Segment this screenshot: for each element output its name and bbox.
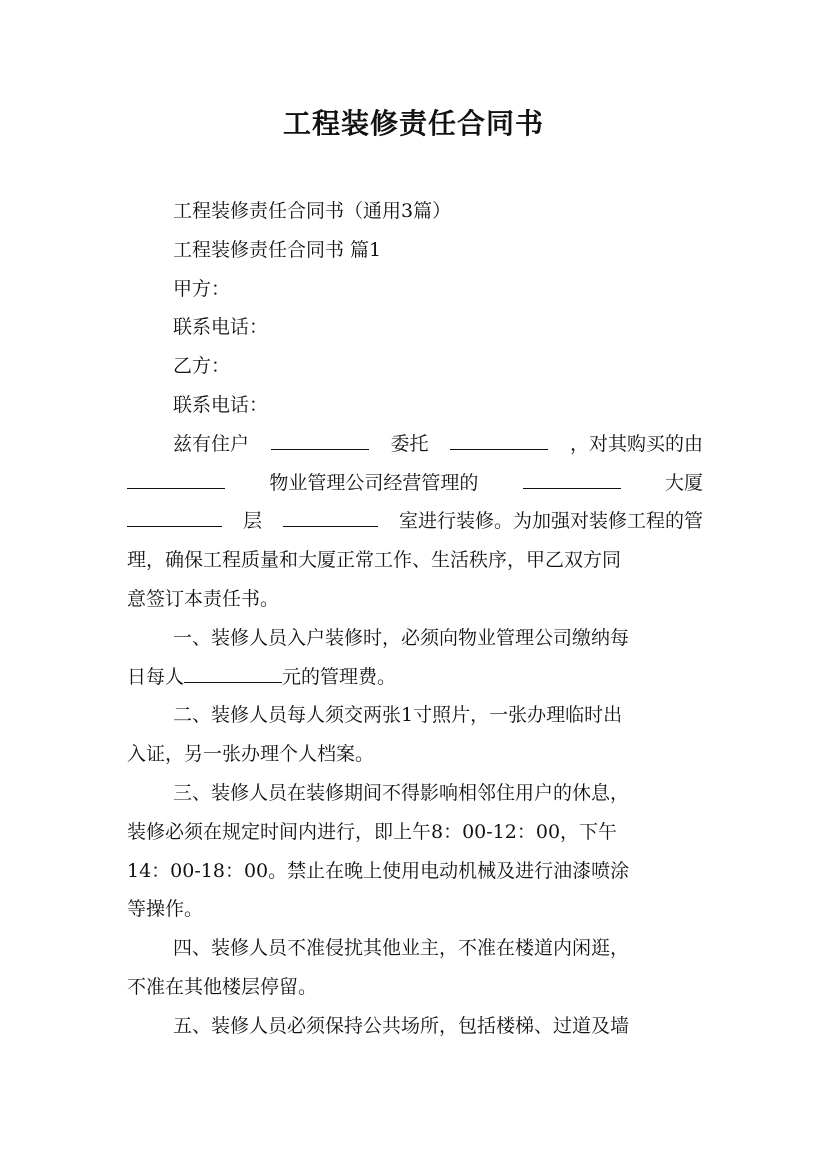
building-blank	[523, 464, 621, 489]
clause-4-line-2: 不准在其他楼层停留。	[127, 975, 318, 998]
intro-text: 室进行装修。为加强对装修工程的管	[398, 510, 703, 533]
room-blank	[283, 502, 378, 527]
intro-line-5: 意签订本责任书。	[127, 587, 280, 610]
clause-3-line-1: 三、装修人员在装修期间不得影响相邻住用户的休息，	[173, 781, 630, 804]
party-b-label: 乙方：	[173, 355, 231, 378]
intro-line-2	[127, 464, 703, 503]
intro-text: ，对其购买的由	[569, 432, 703, 455]
clause-4-line-1: 四、装修人员不准侵扰其他业主，不准在楼道内闲逛，	[173, 937, 630, 960]
clause-text: 日每人	[127, 665, 185, 688]
intro-text: 物业管理公司经营管理的	[269, 471, 479, 494]
clause-1-line-2	[127, 658, 703, 697]
party-a-label: 甲方：	[173, 277, 231, 300]
intro-text: 理，确保工程质量和大厦正常工作、生活秩序，甲乙双方同	[127, 549, 622, 572]
intro-line-1	[127, 425, 703, 464]
intro-text: 层	[242, 510, 262, 533]
clause-3-line-4: 等操作。	[127, 898, 204, 921]
document-title: 工程装修责任合同书	[282, 107, 544, 140]
subtitle-line: 工程装修责任合同书（通用3篇）	[173, 200, 452, 222]
document-body	[127, 192, 703, 1046]
section-heading: 工程装修责任合同书 篇1	[173, 238, 382, 261]
clause-text: 元的管理费。	[282, 665, 397, 688]
fee-blank	[184, 658, 282, 683]
intro-line-4	[127, 541, 703, 580]
clause-2-line-2: 入证，另一张办理个人档案。	[127, 743, 375, 766]
entrusted-blank	[450, 425, 548, 450]
clause-3-line-2: 装修必须在规定时间内进行，即上午8：00-12：00，下午	[127, 820, 618, 843]
company-blank	[127, 464, 225, 489]
intro-text: 大厦	[664, 471, 703, 494]
intro-text: 兹有住户	[173, 432, 250, 455]
floor-blank	[127, 502, 222, 527]
clause-5-line-1: 五、装修人员必须保持公共场所，包括楼梯、过道及墙	[173, 1014, 630, 1037]
clause-2-line-1: 二、装修人员每人须交两张1寸照片，一张办理临时出	[173, 704, 623, 727]
intro-line-3	[127, 502, 703, 541]
intro-text: 委托	[390, 432, 429, 455]
clause-3-line-3: 14：00-18：00。禁止在晚上使用电动机械及进行油漆喷涂	[127, 859, 630, 882]
party-a-phone-label: 联系电话：	[173, 316, 269, 339]
resident-blank	[271, 425, 369, 450]
party-b-phone-label: 联系电话：	[173, 393, 269, 416]
clause-1-line-1: 一、装修人员入户装修时，必须向物业管理公司缴纳每	[173, 626, 630, 649]
